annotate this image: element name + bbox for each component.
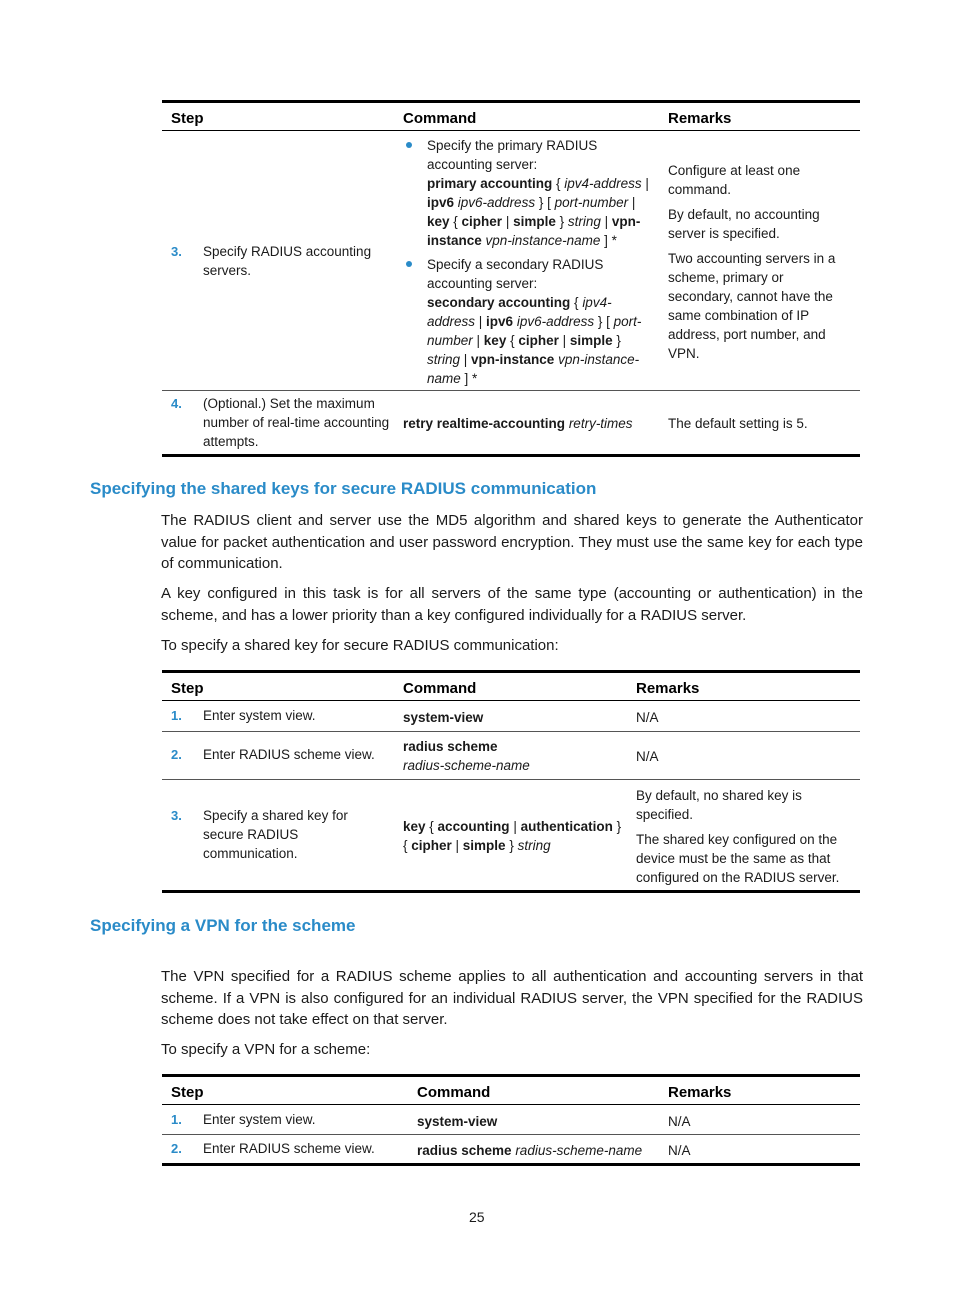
command-keyword: ipv6 [486,314,514,329]
secondary-server-syntax [427,293,653,388]
paragraph: The RADIUS client and server use the MD5 algorithm and shared keys to generate the Authenticator value for packet authentication and user password encryption. They must use the same key for each type of communication. [161,512,863,572]
secondary-server-intro: Specify a secondary RADIUS accounting server: [427,257,604,291]
table2-row1-command [403,708,623,727]
table3-header-rule [162,1104,860,1105]
command-argument: port-number [554,195,629,210]
table2-header-command: Command [403,680,477,697]
command-punctuation: | [472,333,484,348]
command-keyword: simple [462,838,506,853]
remark-line: The shared key configured on the device must be the same as that configured on the RADIUS server. [636,832,840,885]
command-argument: ipv6-address [457,195,536,210]
command-punctuation: | [641,176,649,191]
command-keyword: retry realtime-accounting [403,416,566,431]
command-keyword: key [483,333,507,348]
command-punctuation: | [451,838,463,853]
primary-server-intro: Specify the primary RADIUS accounting server: [427,138,598,172]
primary-server-item [403,136,653,250]
table2-row3-command [403,817,628,855]
command-punctuation: | [502,214,514,229]
command-keyword: simple [513,214,556,229]
table2-row2-number: 2. [171,747,182,762]
command-punctuation: { [425,819,438,834]
command-line [403,817,628,836]
command-argument: ipv6-address [516,314,595,329]
command-keyword: system-view [403,710,484,725]
primary-server-syntax [427,174,653,250]
command-punctuation: ] * [460,371,478,386]
paragraph: A key configured in this task is for all servers of the same type (accounting or authentication) in the scheme, and has a lower priority than a key configured individually for a RADIUS server. [161,585,863,624]
table2-row2-remarks: N/A [636,749,659,764]
remark-line: By default, no shared key is specified. [636,788,802,822]
table2-row-divider [162,731,860,732]
command-keyword: ipv6 [427,195,455,210]
command-keyword: system-view [417,1114,498,1129]
command-punctuation: ] * [600,233,617,248]
table1-header-step: Step [171,110,204,127]
table2-row2-command [403,737,623,775]
command-punctuation: } [ [594,314,614,329]
command-keyword: vpn-instance [471,352,555,367]
table2-row1-step: Enter system view. [203,708,316,723]
command-argument: ipv4-address [427,295,612,329]
command-punctuation: | [509,819,521,834]
table1-row4-remarks: The default setting is 5. [668,416,808,431]
table1-row3-remarks [668,161,850,363]
table2-bottom-rule [162,890,860,893]
command-punctuation: } [555,214,568,229]
command-punctuation: { [506,333,519,348]
command-argument: string [517,838,551,853]
command-argument: radius-scheme-name [515,1143,643,1158]
command-punctuation: } [ [535,195,555,210]
table3-header-remarks: Remarks [668,1084,732,1101]
table1-row3-command [403,136,653,388]
command-keyword: accounting [437,819,510,834]
table1-row4-number: 4. [171,396,182,411]
table2-row3-step: Specify a shared key for secure RADIUS communication. [203,808,348,861]
command-punctuation: { [403,838,412,853]
table2-header-step: Step [171,680,204,697]
table2-row3-remarks [636,786,850,887]
table1-row3-step: Specify RADIUS accounting servers. [203,244,372,278]
table1-row4-command [403,414,653,433]
paragraph: To specify a shared key for secure RADIUS communication: [161,637,559,654]
paragraph: To specify a VPN for a scheme: [161,1041,371,1058]
command-keyword: cipher [461,214,503,229]
command-keyword: cipher [411,838,452,853]
remark-line: By default, no accounting server is specified. [668,207,820,241]
table2-row1-number: 1. [171,708,182,723]
table3-row1-remarks: N/A [668,1114,691,1129]
table3-row2-number: 2. [171,1141,182,1156]
command-keyword: primary accounting [427,176,553,191]
command-keyword: radius scheme [403,739,498,754]
command-punctuation: { [570,295,583,310]
table2-row2-step: Enter RADIUS scheme view. [203,747,375,762]
table3-row1-command [417,1112,657,1131]
command-punctuation: | [558,333,570,348]
table3-row2-step: Enter RADIUS scheme view. [203,1141,375,1156]
section-title-shared-keys: Specifying the shared keys for secure RADIUS communication [90,479,597,498]
command-argument: vpn-instance-name [485,233,601,248]
paragraph: The VPN specified for a RADIUS scheme applies to all authentication and accounting servers in that scheme. If a VPN is also configured for an individual RADIUS server, the VPN specified for the RADIUS scheme does not take effect on that server. [161,968,863,1028]
command-argument: vpn-instance-name [427,352,640,386]
table3-row1-number: 1. [171,1112,182,1127]
command-punctuation: { [449,214,462,229]
command-keyword: key [427,214,450,229]
table1-row-divider [162,390,860,391]
command-argument: port-number [427,314,642,348]
table3-row-divider [162,1134,860,1135]
command-punctuation: | [628,195,636,210]
table3-header-step: Step [171,1084,204,1101]
command-punctuation: } [612,819,622,834]
command-argument: retry-times [568,416,633,431]
table1-header-command: Command [403,110,477,127]
command-punctuation: { [552,176,565,191]
remark-line: Two accounting servers in a scheme, primary or secondary, cannot have the same combination of IP address, port number, and VPN. [668,251,836,361]
table2-header-remarks: Remarks [636,680,700,697]
table3-row2-command [417,1141,662,1160]
table1-header-remarks: Remarks [668,110,732,127]
section-title-vpn: Specifying a VPN for the scheme [90,916,356,935]
command-argument: ipv4-address [564,176,642,191]
command-punctuation: } [505,838,518,853]
command-keyword: key [403,819,426,834]
command-keyword: cipher [518,333,559,348]
table2-top-rule [162,670,860,673]
table3-top-rule [162,1074,860,1077]
command-argument: string [427,352,461,367]
table2-row1-remarks: N/A [636,710,659,725]
table2-row-divider [162,779,860,780]
table1-bottom-rule [162,454,860,457]
command-punctuation: | [460,352,472,367]
command-keyword: secondary accounting [427,295,571,310]
table3-row1-step: Enter system view. [203,1112,316,1127]
command-argument: radius-scheme-name [403,758,530,773]
command-keyword: vpn-instance [427,214,641,248]
command-argument: string [567,214,601,229]
table1-row3-number: 3. [171,244,182,259]
table3-row2-remarks: N/A [668,1143,691,1158]
table3-header-command: Command [417,1084,491,1101]
secondary-server-item [403,255,653,388]
command-punctuation: | [600,214,612,229]
command-keyword: authentication [520,819,613,834]
command-keyword: radius scheme [417,1143,512,1158]
command-keyword: simple [569,333,613,348]
table3-bottom-rule [162,1163,860,1166]
table2-header-rule [162,700,860,701]
command-line [403,836,628,855]
table1-top-rule [162,100,860,103]
table1-row4-step: (Optional.) Set the maximum number of real-time accounting attempts. [203,396,390,449]
command-punctuation: | [475,314,487,329]
page-number: 25 [469,1209,485,1225]
command-punctuation: } [612,333,621,348]
table1-header-rule [162,130,860,131]
table2-row3-number: 3. [171,808,182,823]
remark-line: Configure at least one command. [668,163,801,197]
